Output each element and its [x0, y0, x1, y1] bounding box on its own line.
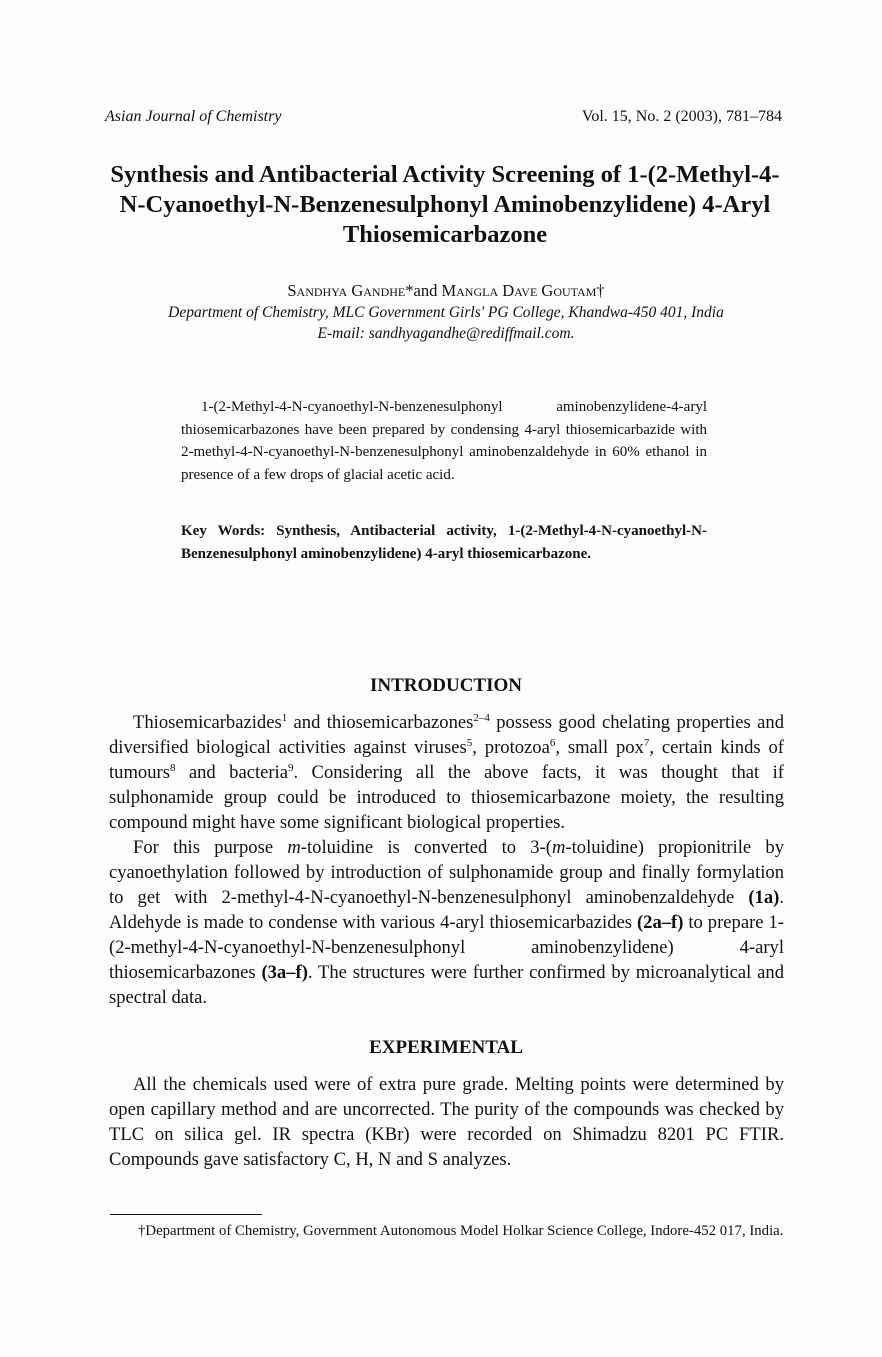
- journal-name: Asian Journal of Chemistry: [105, 108, 282, 125]
- citation: 5: [466, 736, 473, 749]
- paragraph: For this purpose m-toluidine is converted to 3-(m-toluidine) propionitrile by cyanoethylation followed by introduction of sulphonamide group and finally formylation to get with 2-methyl-4-N-cyanoethyl-N-benzenesulphonyl aminobenzaldehyde (1a). Aldehyde is made to condense with various 4-aryl thiosemicarbazides (2a–f) to prepare 1-(2-methyl-4-N-cyanoethyl-N-benzenesulphonyl aminobenzylidene) 4-aryl thiosemicarbazones (3a–f). The structures were further confirmed by microanalytical and spectral data.: [109, 837, 784, 1008]
- citation: 1: [281, 711, 288, 724]
- citation: 2–4: [473, 711, 490, 724]
- affiliation: [90, 302, 802, 344]
- author-name: Mangla Dave Goutam: [441, 281, 597, 300]
- citation: 6: [549, 736, 556, 749]
- author-name: Sandhya Gandhe: [287, 281, 406, 300]
- footnote: †Department of Chemistry, Government Autonomous Model Holkar Science College, Indore-452 017, India.: [138, 1223, 784, 1239]
- section-heading-experimental: EXPERIMENTAL: [369, 1037, 523, 1058]
- citation: 9: [287, 761, 294, 774]
- paper-title: Synthesis and Antibacterial Activity Screening of 1-(2-Methyl-4-N-Cyanoethyl-N-Benzenesulphonyl Aminobenzylidene) 4-Aryl Thiosemicarbazone: [110, 161, 780, 248]
- compound-label: (1a): [748, 887, 780, 908]
- paragraph: All the chemicals used were of extra pure grade. Melting points were determined by open capillary method and are uncorrected. The purity of the compounds was checked by TLC on silica gel. IR spectra (KBr) were recorded on Shimadzu 8201 PC FTIR. Compounds gave satisfactory C, H, N and S analyzes.: [109, 1074, 784, 1170]
- section-heading-introduction: INTRODUCTION: [369, 675, 523, 696]
- footnote-divider: [110, 1214, 262, 1215]
- citation: 7: [643, 736, 650, 749]
- footnote-mark: †: [596, 281, 605, 300]
- abstract: 1-(2-Methyl-4-N-cyanoethyl-N-benzenesulphonyl aminobenzylidene-4-aryl thiosemicarbazones have been prepared by condensing 4-aryl thiosemicarbazide with 2-methyl-4-N-cyanoethyl-N-benzenesulphonyl aminobenzaldehyde in 60% ethanol in presence of a few drops of glacial acetic acid.: [181, 399, 707, 483]
- volume-info: Vol. 15, No. 2 (2003), 781–784: [581, 108, 782, 125]
- corresponding-mark: *: [405, 281, 414, 300]
- citation: 8: [169, 761, 176, 774]
- compound-label: (2a–f): [636, 912, 684, 933]
- introduction-body: [109, 710, 784, 1010]
- author-conjunction: and: [413, 281, 442, 300]
- author-list: [90, 281, 802, 301]
- experimental-body: [109, 1072, 784, 1172]
- compound-label: (3a–f): [261, 962, 308, 983]
- keywords: Key Words: Synthesis, Antibacterial activity, 1-(2-Methyl-4-N-cyanoethyl-N-Benzenesulphonyl aminobenzylidene) 4-aryl thiosemicarbazone.: [181, 523, 707, 562]
- running-header: [105, 108, 782, 130]
- affiliation-email: E-mail: sandhyagandhe@rediffmail.com.: [317, 325, 575, 342]
- affiliation-department: Department of Chemistry, MLC Government Girls' PG College, Khandwa-450 401, India: [168, 304, 724, 321]
- paragraph: Thiosemicarbazides$^1$ and thiosemicarbazones$^{2-4}$ possess good chelating properties and diversified biological activities against viruses$^5$, protozoa$^6$, small pox$^7$, certain kinds of tumours$^8$ and bacteria$^9$. Considering all the above facts, it was thought that if sulphonamide group could be introduced to thiosemicarbazone moiety, the resulting compound might have some significant biological properties.: [109, 711, 785, 833]
